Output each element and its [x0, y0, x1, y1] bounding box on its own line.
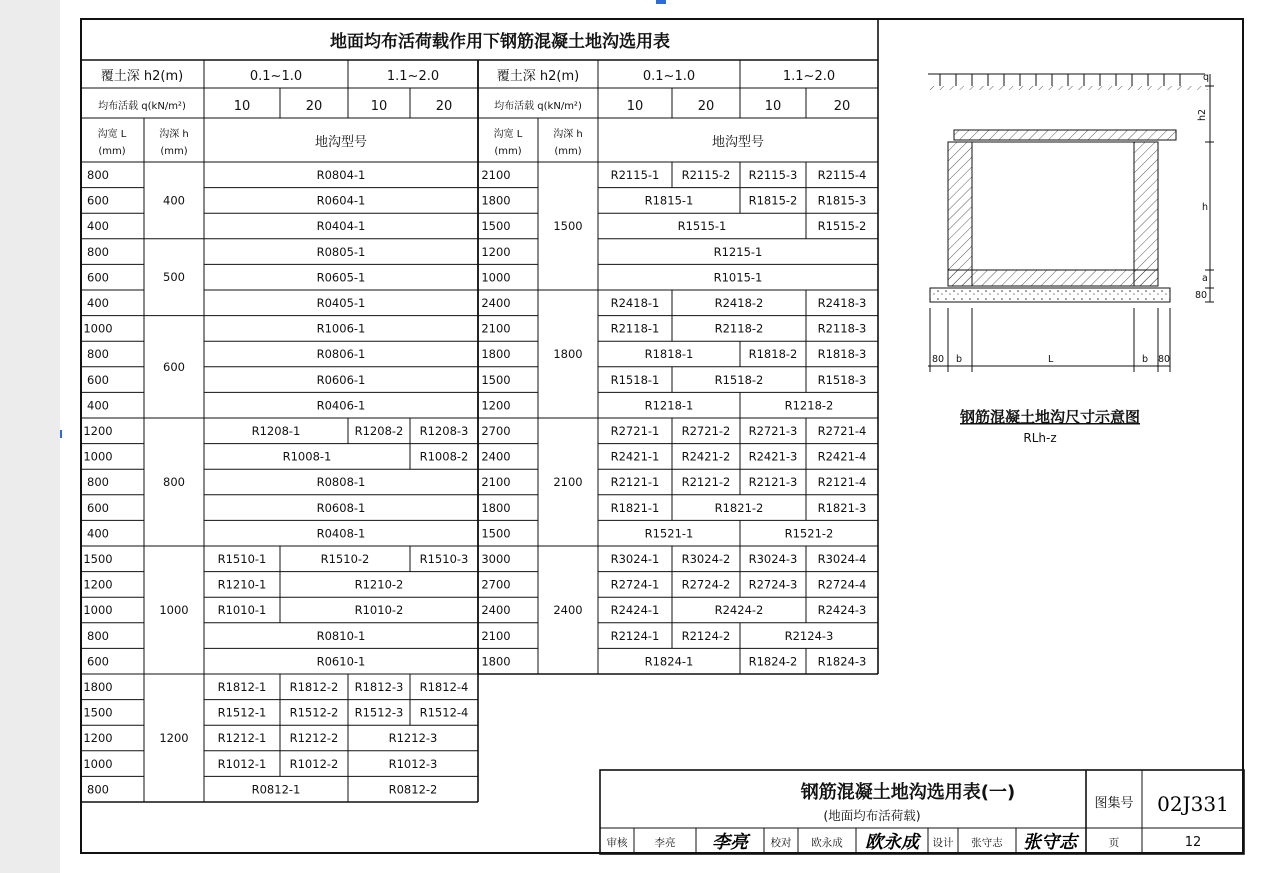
- width-value: 2400: [481, 449, 511, 464]
- depth-value: 1200: [159, 731, 189, 745]
- width-value: 2100: [481, 628, 511, 643]
- width-value: 1500: [83, 552, 113, 566]
- model-code: R3024-2: [681, 552, 731, 566]
- model-code: R1821-3: [817, 500, 867, 515]
- model-code: R1008-2: [419, 449, 469, 464]
- width-value: 600: [87, 270, 109, 285]
- model-code: R1010-1: [217, 603, 267, 618]
- model-code: R1512-1: [217, 705, 267, 720]
- model-code: R1812-2: [289, 680, 339, 694]
- model-code: R1212-3: [388, 731, 438, 746]
- diagram-title: 钢筋混凝土地沟尺寸示意图: [959, 408, 1141, 426]
- depth-value: 1800: [553, 347, 583, 361]
- dim-b-left: b: [956, 354, 963, 365]
- width-value: 1200: [83, 577, 113, 592]
- designer-signature: 张守志: [1023, 832, 1077, 853]
- page-number: 12: [1184, 835, 1202, 850]
- depth-value: 800: [163, 475, 185, 489]
- model-label: 地沟型号: [314, 135, 368, 150]
- model-code: R1818-1: [644, 347, 694, 362]
- width-value: 800: [87, 347, 109, 362]
- model-code: R2115-3: [748, 168, 798, 182]
- model-code: R2724-2: [681, 577, 731, 592]
- cover-range: 1.1~2.0: [386, 69, 440, 84]
- model-code: R2724-1: [610, 577, 660, 592]
- width-value: 3000: [481, 552, 511, 566]
- model-code: R2124-1: [610, 628, 660, 643]
- sheet-subtitle: (地面均布活荷载): [823, 808, 921, 823]
- width-value: 1000: [83, 756, 113, 771]
- width-value: 1000: [83, 449, 113, 464]
- model-code: R0406-1: [316, 398, 366, 413]
- load-label: 均布活载 q(kN/m²): [98, 101, 186, 112]
- atlas-label: 图集号: [1094, 796, 1134, 811]
- width-unit: (mm): [494, 146, 522, 157]
- width-value: 1800: [481, 347, 511, 362]
- depth-unit: (mm): [554, 146, 582, 157]
- model-code: R2115-1: [610, 168, 660, 182]
- width-value: 600: [87, 372, 109, 387]
- model-code: R1812-1: [217, 680, 267, 694]
- width-label: 沟宽 L: [493, 129, 523, 140]
- width-value: 1000: [83, 603, 113, 618]
- model-code: R1818-2: [748, 347, 798, 362]
- model-code: R0605-1: [316, 270, 366, 285]
- model-code: R2721-3: [748, 424, 798, 438]
- cover-range: 1.1~2.0: [782, 69, 836, 84]
- cover-range: 0.1~1.0: [642, 69, 696, 84]
- model-code: R1812-3: [354, 680, 404, 694]
- trench-opening: [972, 142, 1134, 270]
- right-selection-table: [478, 60, 878, 674]
- model-code: R3024-3: [748, 552, 798, 566]
- depth-value: 1500: [553, 219, 583, 233]
- table-title: 地面均布活荷载作用下钢筋混凝土地沟选用表: [330, 32, 670, 52]
- model-code: R2421-1: [610, 449, 660, 464]
- dim-b-right: b: [1142, 354, 1149, 365]
- model-code: R2118-1: [610, 321, 660, 336]
- model-code: R2418-1: [610, 296, 660, 310]
- dim-base: 80: [1195, 290, 1208, 301]
- width-value: 2700: [481, 577, 511, 592]
- width-value: 1200: [481, 398, 511, 413]
- width-value: 1800: [481, 654, 511, 669]
- model-code: R2121-2: [681, 475, 731, 490]
- model-code: R0808-1: [316, 475, 366, 490]
- model-code: R2124-2: [681, 628, 731, 643]
- model-code: R2115-2: [681, 168, 731, 182]
- model-code: R2421-4: [817, 449, 867, 464]
- designer-name: 张守志: [971, 837, 1003, 849]
- model-code: R1818-3: [817, 347, 867, 362]
- model-code: R1208-1: [251, 424, 301, 438]
- model-code: R1815-1: [644, 193, 694, 208]
- dim-L: L: [1048, 354, 1054, 365]
- model-code: R1815-3: [817, 193, 867, 208]
- model-code: R1212-1: [217, 731, 267, 746]
- reviewer-signature: 李亮: [712, 832, 748, 853]
- depth-value: 1000: [159, 603, 189, 617]
- model-code: R0606-1: [316, 372, 366, 387]
- width-value: 1500: [83, 705, 113, 720]
- width-value: 1000: [83, 321, 113, 336]
- load-value: 10: [626, 99, 644, 114]
- model-code: R1208-3: [419, 424, 469, 438]
- model-code: R2424-3: [817, 603, 867, 618]
- checker-name: 欧永成: [811, 837, 843, 849]
- cover-range: 0.1~1.0: [249, 69, 303, 84]
- atlas-number: 02J331: [1157, 792, 1229, 816]
- model-code: R2124-3: [784, 628, 834, 643]
- width-value: 1200: [83, 424, 113, 438]
- model-code: R1512-2: [289, 705, 339, 720]
- model-code: R1824-1: [644, 654, 694, 669]
- model-label: 地沟型号: [711, 135, 765, 150]
- model-code: R1512-3: [354, 705, 404, 720]
- width-value: 400: [87, 398, 109, 413]
- model-code: R2721-2: [681, 424, 731, 438]
- model-code: R1006-1: [316, 321, 366, 336]
- width-value: 800: [87, 628, 109, 643]
- depth-value: 2400: [553, 603, 583, 617]
- width-value: 2100: [481, 321, 511, 336]
- model-code: R2121-3: [748, 475, 798, 490]
- model-code: R1821-1: [610, 500, 660, 515]
- load-value: 20: [697, 99, 715, 114]
- width-value: 400: [87, 296, 109, 310]
- depth-label: 沟深 h: [159, 129, 189, 140]
- width-value: 1200: [83, 731, 113, 746]
- width-value: 600: [87, 654, 109, 669]
- width-value: 1500: [481, 526, 511, 541]
- model-code: R1012-1: [217, 756, 267, 771]
- width-value: 800: [87, 244, 109, 259]
- check-label: 校对: [770, 837, 792, 849]
- model-code: R2418-2: [714, 296, 764, 310]
- design-label: 设计: [932, 837, 954, 849]
- depth-value: 2100: [553, 475, 583, 489]
- model-code: R1518-1: [610, 372, 660, 387]
- model-code: R1521-2: [784, 526, 834, 541]
- load-value: 10: [370, 99, 388, 114]
- model-code: R0608-1: [316, 500, 366, 515]
- model-code: R1510-3: [419, 552, 469, 566]
- depth-unit: (mm): [160, 146, 188, 157]
- review-label: 审核: [606, 837, 628, 849]
- width-value: 800: [87, 168, 109, 182]
- width-value: 1200: [481, 244, 511, 259]
- ground-surface: [928, 86, 1208, 90]
- width-value: 2400: [481, 603, 511, 618]
- model-code: R2121-4: [817, 475, 867, 490]
- left-wall: [948, 142, 972, 286]
- model-code: R1218-2: [784, 398, 834, 413]
- right-wall: [1134, 142, 1158, 286]
- width-value: 600: [87, 500, 109, 515]
- model-code: R0812-1: [251, 782, 301, 797]
- model-code: R1515-1: [677, 219, 727, 234]
- width-value: 600: [87, 193, 109, 208]
- model-code: R1008-1: [282, 449, 332, 464]
- model-code: R1815-2: [748, 193, 798, 208]
- model-code: R1518-2: [714, 372, 764, 387]
- width-value: 1800: [481, 193, 511, 208]
- title-block: [600, 770, 1244, 854]
- cover-depth-label: 覆土深 h2(m): [496, 69, 580, 84]
- model-code: R2121-1: [610, 475, 660, 490]
- model-code: R1208-2: [354, 424, 404, 438]
- load-value: 20: [435, 99, 453, 114]
- width-value: 1500: [481, 219, 511, 234]
- depth-label: 沟深 h: [553, 129, 583, 140]
- model-code: R1515-2: [817, 219, 867, 234]
- model-code: R2424-2: [714, 603, 764, 618]
- width-value: 2100: [481, 475, 511, 490]
- model-code: R1012-2: [289, 756, 339, 771]
- model-code: R1012-3: [388, 756, 438, 771]
- load-arrows: [940, 74, 1180, 86]
- model-code: R1824-3: [817, 654, 867, 669]
- model-code: R1821-2: [714, 500, 764, 515]
- model-code: R2424-1: [610, 603, 660, 618]
- model-code: R3024-1: [610, 552, 660, 566]
- dim-left-80: 80: [932, 354, 945, 365]
- model-code: R0804-1: [316, 168, 366, 182]
- model-code: R2721-1: [610, 424, 660, 438]
- model-code: R1218-1: [644, 398, 694, 413]
- model-code: R1824-2: [748, 654, 798, 669]
- load-value: 10: [233, 99, 251, 114]
- model-code: R1015-1: [713, 270, 763, 285]
- model-code: R2115-4: [817, 168, 867, 182]
- model-code: R0408-1: [316, 526, 366, 541]
- model-code: R2421-3: [748, 449, 798, 464]
- load-value: 20: [305, 99, 323, 114]
- base-cushion: [930, 288, 1170, 302]
- width-value: 800: [87, 782, 109, 797]
- model-code: R2724-4: [817, 577, 867, 592]
- model-code: R0610-1: [316, 654, 366, 669]
- width-value: 1000: [481, 270, 511, 285]
- width-value: 2400: [481, 296, 511, 310]
- model-code: R1812-4: [419, 680, 469, 694]
- model-code: R2421-2: [681, 449, 731, 464]
- dim-h2: h2: [1197, 108, 1208, 121]
- model-code: R2118-3: [817, 321, 867, 336]
- width-unit: (mm): [98, 146, 126, 157]
- model-code: R1521-1: [644, 526, 694, 541]
- trench-section-diagram: [928, 72, 1214, 445]
- model-code: R0805-1: [316, 244, 366, 259]
- model-code: R0404-1: [316, 219, 366, 234]
- model-code: R1210-2: [354, 577, 404, 592]
- model-code: R1010-2: [354, 603, 404, 618]
- dim-q: q: [1203, 72, 1210, 83]
- width-value: 400: [87, 526, 109, 541]
- model-code: R2418-3: [817, 296, 867, 310]
- reviewer-name: 李亮: [654, 837, 676, 849]
- load-value: 20: [833, 99, 851, 114]
- diagram-subtitle: RLh-z: [1023, 431, 1057, 445]
- model-code: R0405-1: [316, 296, 366, 310]
- width-value: 800: [87, 475, 109, 490]
- page-label: 页: [1108, 837, 1120, 849]
- model-code: R1212-2: [289, 731, 339, 746]
- width-value: 1800: [481, 500, 511, 515]
- model-code: R0812-2: [388, 782, 438, 797]
- dim-right-80: 80: [1158, 354, 1171, 365]
- model-code: R3024-4: [817, 552, 867, 566]
- model-code: R2721-4: [817, 424, 867, 438]
- model-code: R1510-2: [320, 552, 370, 566]
- dim-h: h: [1202, 202, 1209, 213]
- bottom-slab: [948, 270, 1158, 286]
- checker-signature: 欧永成: [865, 832, 919, 853]
- model-code: R1215-1: [713, 244, 763, 259]
- model-code: R2724-3: [748, 577, 798, 592]
- model-code: R1512-4: [419, 705, 469, 720]
- depth-value: 500: [163, 270, 185, 285]
- width-value: 1800: [83, 680, 113, 694]
- width-label: 沟宽 L: [97, 129, 127, 140]
- width-value: 1500: [481, 372, 511, 387]
- sheet-title: 钢筋混凝土地沟选用表(一): [800, 782, 1016, 803]
- dim-a: a: [1202, 273, 1208, 284]
- depth-value: 600: [163, 359, 185, 374]
- model-code: R0604-1: [316, 193, 366, 208]
- cover-depth-label: 覆土深 h2(m): [100, 69, 184, 84]
- model-code: R1518-3: [817, 372, 867, 387]
- model-code: R2118-2: [714, 321, 764, 336]
- model-code: R1510-1: [217, 552, 267, 566]
- model-code: R1210-1: [217, 577, 267, 592]
- cover-slab: [954, 130, 1176, 140]
- model-code: R0806-1: [316, 347, 366, 362]
- width-value: 400: [87, 219, 109, 234]
- width-value: 2700: [481, 424, 511, 438]
- load-label: 均布活载 q(kN/m²): [494, 101, 582, 112]
- load-value: 10: [764, 99, 782, 114]
- width-value: 2100: [481, 168, 511, 182]
- depth-value: 400: [163, 193, 185, 208]
- model-code: R0810-1: [316, 628, 366, 643]
